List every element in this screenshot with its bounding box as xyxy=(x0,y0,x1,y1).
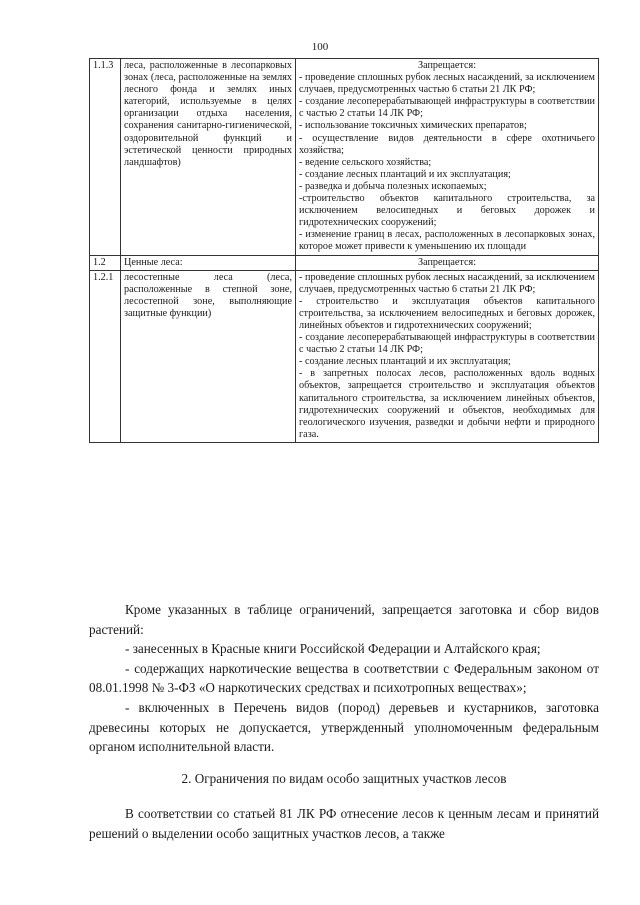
list-item: - содержащих наркотические вещества в соответствии с Федеральным законом от 08.01.1998 № 3-ФЗ «О наркотических средствах и психотропных веществах»; xyxy=(89,660,599,696)
row-number: 1.2.1 xyxy=(90,270,121,442)
restriction-item: -строительство объектов капитального строительства, за исключением велосипедных и беговых дорожек и гидротехнических сооружений; xyxy=(299,193,595,229)
forest-category: леса, расположенные в лесопарковых зонах (леса, расположенные на землях лесного фонда и землях иных категорий, используемые в целях организации отдыха населения, сохранения санитарно-гигиенической, оздоровительной функций и эстетической ценности природных ландшафтов) xyxy=(121,59,296,256)
restrictions-cell xyxy=(296,255,599,270)
forest-category: лесостепные леса (леса, расположенные в степной зоне, лесостепной зоне, выполняющие защитные функции) xyxy=(121,270,296,442)
list-item: - занесенных в Красные книги Российской Федерации и Алтайского края; xyxy=(125,641,541,657)
restrictions-title: Запрещается: xyxy=(417,60,477,71)
restriction-item: - использование токсичных химических препаратов; xyxy=(299,120,527,132)
restrictions-title: Запрещается: xyxy=(417,256,477,268)
table-row xyxy=(90,59,599,256)
restriction-item: - создание лесоперерабатывающей инфраструктуры в соответствии с частью 2 статьи 14 ЛК РФ; xyxy=(299,332,595,356)
row-number: 1.1.3 xyxy=(90,59,121,256)
restriction-item: - разведка и добыча полезных ископаемых; xyxy=(299,180,487,192)
restriction-item: - строительство и эксплуатация объектов капитального строительства, за исключением велосипедных и беговых дорожек, линейных объектов и гидротехнических сооружений; xyxy=(299,295,595,331)
restriction-item: - проведение сплошных рубок лесных насаждений, за исключением случаев, предусмотренных частью 6 статьи 21 ЛК РФ; xyxy=(299,271,595,295)
body-text-block xyxy=(89,600,599,757)
row-number: 1.2 xyxy=(90,255,121,270)
page-number: 100 xyxy=(311,41,329,53)
body-text-block xyxy=(89,804,599,843)
restrictions-cell xyxy=(296,270,599,442)
table-row xyxy=(90,255,599,270)
restriction-item: - создание лесных плантаций и их эксплуатация; xyxy=(299,168,511,180)
restriction-item: - ведение сельского хозяйства; xyxy=(299,156,432,168)
forest-category: Ценные леса: xyxy=(121,255,296,270)
restriction-item: - создание лесных плантаций и их эксплуатация; xyxy=(299,356,511,368)
restriction-item: - проведение сплошных рубок лесных насаждений, за исключением случаев, предусмотренных частью 6 статьи 21 ЛК РФ; xyxy=(299,72,595,96)
restriction-item: - изменение границ в лесах, расположенных в лесопарковых зонах, которое может привести к уменьшению их площади xyxy=(299,229,595,253)
section-heading: 2. Ограничения по видам особо защитных участков лесов xyxy=(181,771,507,786)
restrictions-cell xyxy=(296,59,599,256)
list-item: - включенных в Перечень видов (пород) деревьев и кустарников, заготовка древесины которых не допускается, утвержденный уполномоченным федеральным органом исполнительной власти. xyxy=(89,699,599,755)
restrictions-table xyxy=(89,58,599,443)
table-row xyxy=(90,270,599,442)
final-paragraph: В соответствии со статьей 81 ЛК РФ отнесение лесов к ценным лесам и принятий решений о выделении особо защитных участков лесов, а также xyxy=(89,806,599,841)
intro-paragraph: Кроме указанных в таблице ограничений, запрещается заготовка и сбор видов растений: xyxy=(89,602,599,637)
restriction-item: - осуществление видов деятельности в сфере охотничьего хозяйства; xyxy=(299,132,595,156)
restriction-item: - в запретных полосах лесов, расположенных вдоль водных объектов, запрещается строительство и эксплуатация объектов капитального строительства, за исключением линейных объектов, гидротехнических сооружений и объектов, необходимых для геологического изучения, разведки и добычи нефти и природного газа. xyxy=(299,368,595,440)
restriction-item: - создание лесоперерабатывающей инфраструктуры в соответствии с частью 2 статьи 14 ЛК РФ; xyxy=(299,96,595,120)
